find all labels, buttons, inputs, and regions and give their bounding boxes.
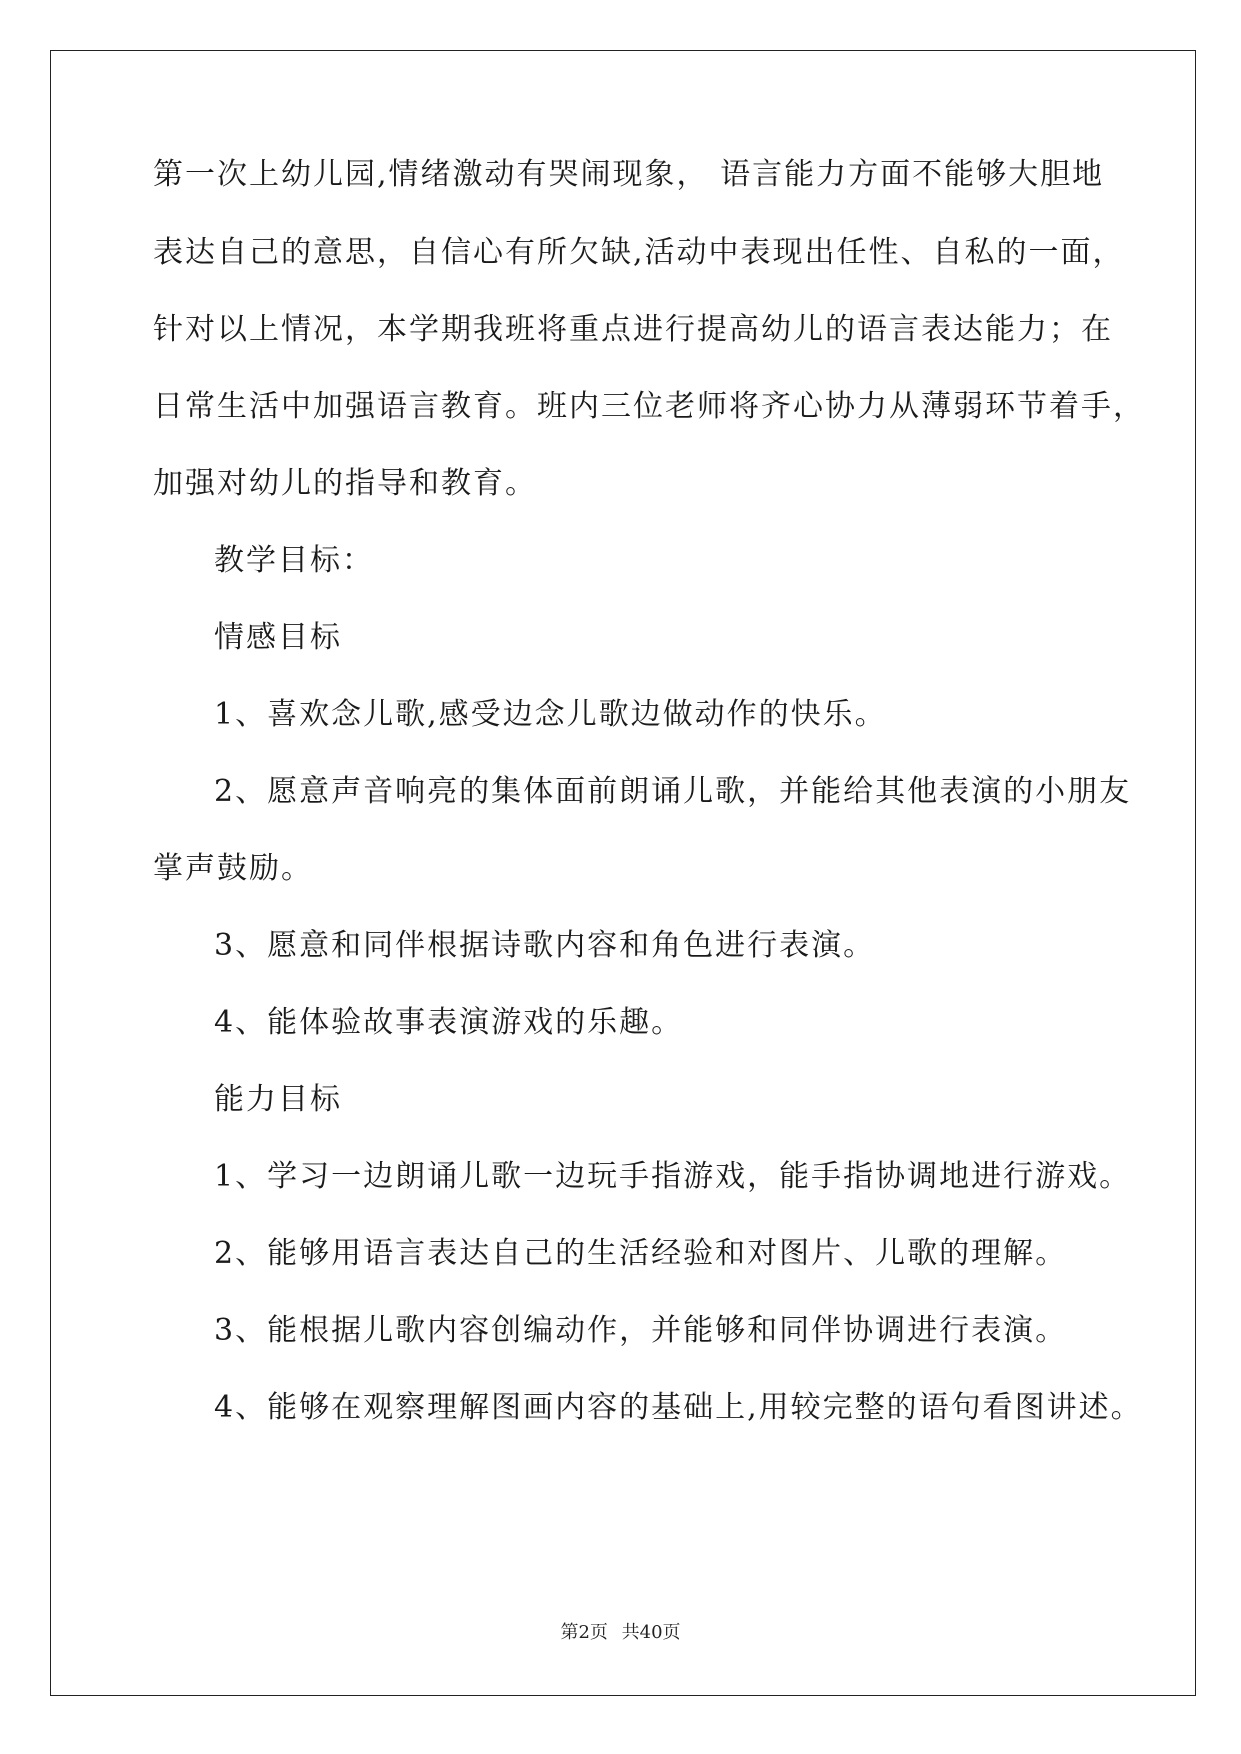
page-footer [0,1622,1241,1644]
list-item: 1、学习一边朗诵儿歌一边玩手指游戏，能手指协调地进行游戏。 [214,1159,1132,1194]
section-heading: 教学目标： [214,543,374,578]
list-item: 1、喜欢念儿歌,感受边念儿歌边做动作的快乐。 [214,697,887,732]
list-item: 3、能根据儿歌内容创编动作，并能够和同伴协调进行表演。 [214,1313,1068,1348]
paragraph-line: 加强对幼儿的指导和教育。 [153,466,537,501]
page-total: 共40页 [621,1622,681,1643]
paragraph-line: 针对以上情况，本学期我班将重点进行提高幼儿的语言表达能力；在 [153,312,1113,347]
paragraph-line: 第一次上幼儿园,情绪激动有哭闹现象， 语言能力方面不能够大胆地 [153,157,1105,192]
paragraph-line: 日常生活中加强语言教育。班内三位老师将齐心协力从薄弱环节着手， [153,389,1145,424]
list-item: 2、能够用语言表达自己的生活经验和对图片、儿歌的理解。 [214,1236,1068,1271]
list-item: 2、愿意声音响亮的集体面前朗诵儿歌，并能给其他表演的小朋友 [214,774,1132,809]
subsection-heading: 能力目标 [214,1082,342,1117]
list-item: 4、能体验故事表演游戏的乐趣。 [214,1005,684,1040]
page-number: 第2页 [560,1622,608,1643]
list-item: 3、愿意和同伴根据诗歌内容和角色进行表演。 [214,928,876,963]
list-item: 4、能够在观察理解图画内容的基础上,用较完整的语句看图讲述。 [214,1390,1143,1425]
paragraph-line: 表达自己的意思，自信心有所欠缺,活动中表现出任性、自私的一面， [153,235,1125,270]
list-item-continuation: 掌声鼓励。 [153,851,313,886]
subsection-heading: 情感目标 [214,620,342,655]
